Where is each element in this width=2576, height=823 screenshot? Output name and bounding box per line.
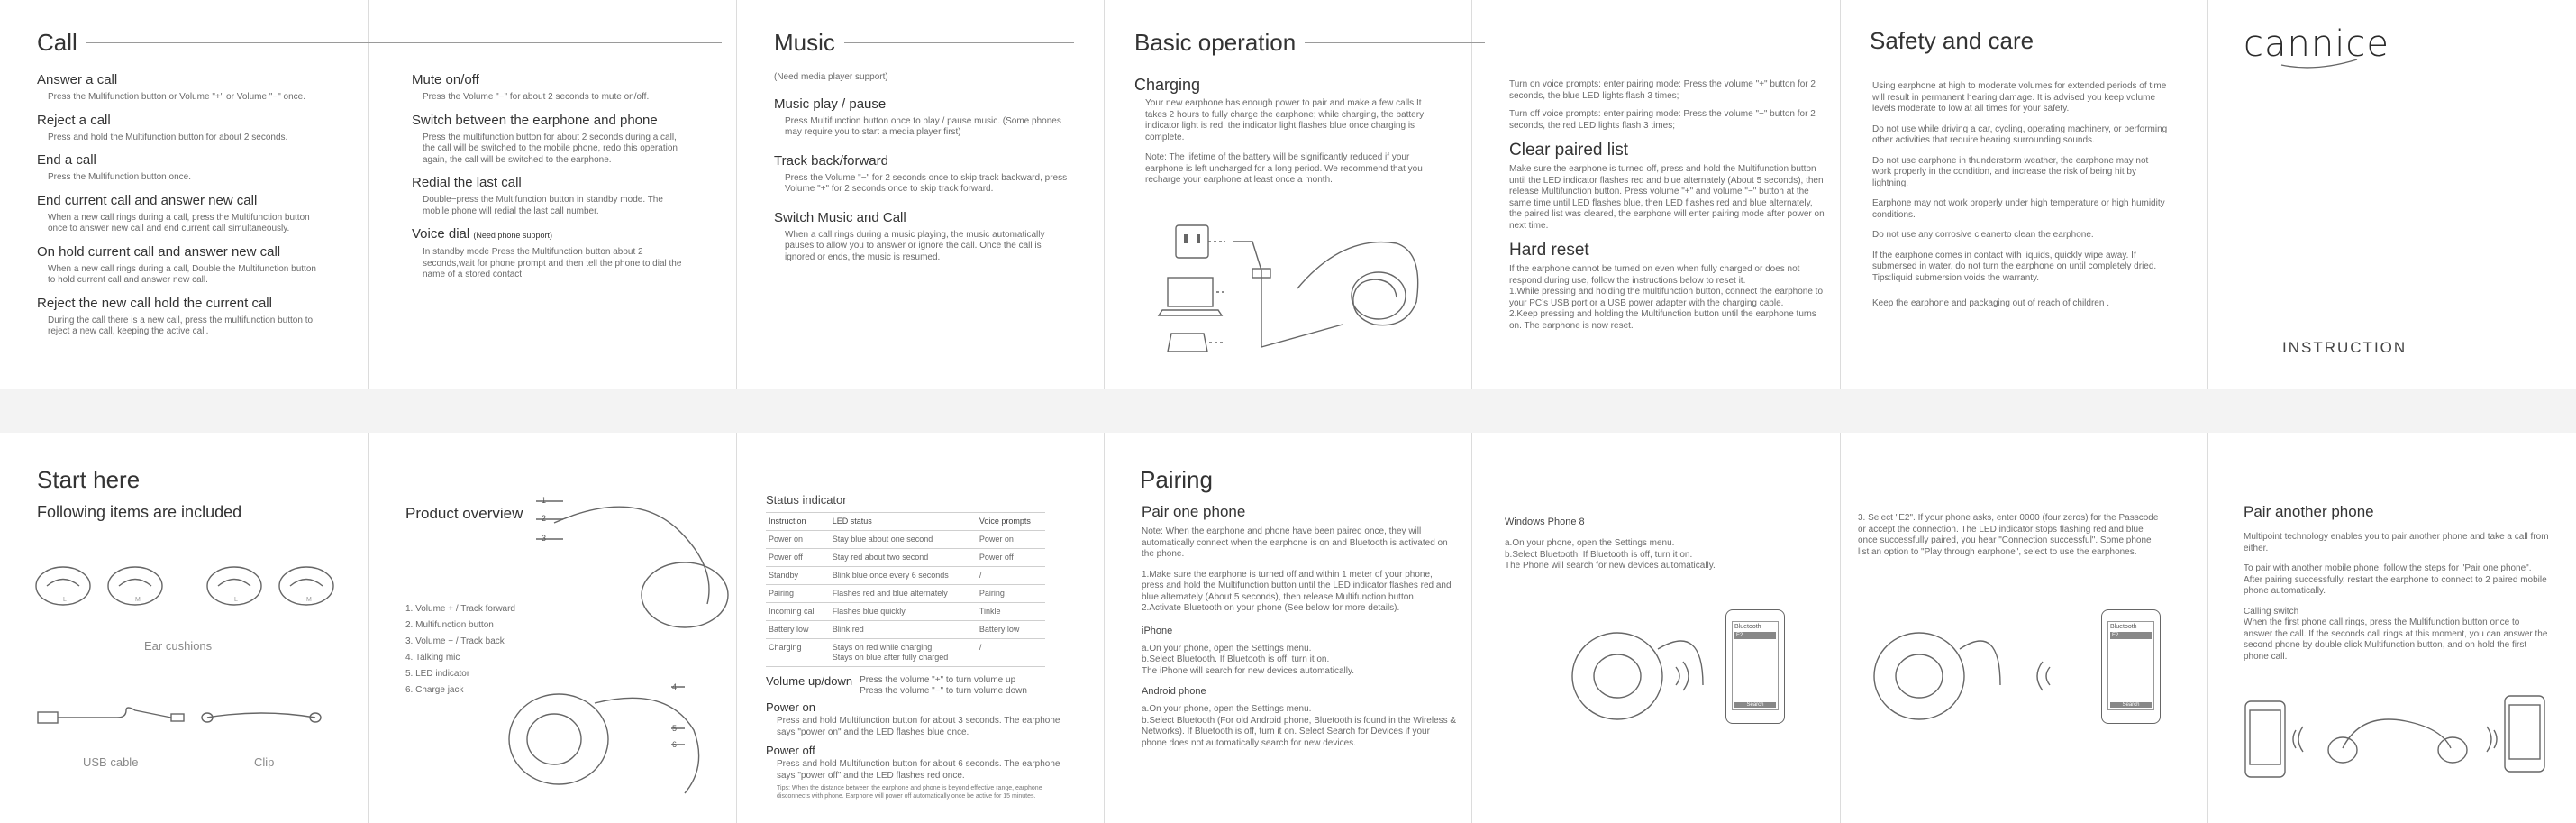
ear-cushions-illustration <box>34 563 341 608</box>
safety-item: Using earphone at high to moderate volumes for extended periods of time will result in permanent hearing damage. It is advised you keep volume levels moderate to low at all times for your safety. <box>1872 81 2167 114</box>
signal-icon <box>2293 727 2303 752</box>
panel-divider <box>1104 0 1105 389</box>
part-item: 6. Charge jack <box>405 685 464 695</box>
music-track: Track back/forward Press the Volume "−" for 2 seconds once to skip track backward, press Volume "+" for 2 seconds once to skip track forward. <box>774 152 1068 194</box>
basic-title: Basic operation <box>1134 29 1485 57</box>
panel-divider <box>1471 433 1472 823</box>
part-item: 4. Talking mic <box>405 653 460 663</box>
earphone-icon <box>1297 242 1418 325</box>
panel-divider <box>736 433 737 823</box>
panel-divider <box>2207 0 2208 389</box>
table-row: Pairing Flashes red and blue alternately Pairing <box>766 585 1045 603</box>
earphone-icon <box>1874 633 1964 719</box>
volume-section: Volume up/down Press the volume "+" to turn volume up Press the volume "−" to turn volume down <box>766 674 1027 696</box>
safety-item: If the earphone comes in contact with liquids, quickly wipe away. If submersed in water, do not turn the earphone on until completely dried. Tips:liquid submersion voids the warranty. <box>1872 250 2157 283</box>
pairing-section: Pair one phone Note: When the earphone and phone have been paired once, they will automatically connect when the earphone is on and Bluetooth is activated on the phone. 1.Make sure the earphone is turned off and within 1 meter of your phone, press and hold the Multifunction button until the LED indicator flashes red and blue alternately (About 5 seconds), then release Multifunction button. 2.Activate Bluetooth on your phone (See below for more details). iPhone a.On your phone, open the Settings menu. b.Select Bluetooth. If Bluetooth is off, turn it on. The iPhone will search for new devices automatically. Android phone a.On your phone, open the Settings menu. b.Select Bluetooth (For old Android phone, Bluetooth is found in the Wireless & Networks). If Bluetooth is off, turn it on. Select Search for Devices if your phone does not automatically search for new devices. <box>1142 503 1457 748</box>
start-sub: Following items are included <box>37 503 242 521</box>
part-item: 5. LED indicator <box>405 669 470 679</box>
step3-section: 3. Select "E2". If your phone asks, enter 0000 (four zeros) for the Passcode or accept the connection. The LED indicator stops flashing red and blue once successfully paired, you hear "Connection successful". Some phone list an option to "Play through earphone", select to use the earphones. <box>1858 513 2159 557</box>
another-section: Pair another phone Multipoint technology enables you to pair another phone and take a call from either. To pair with another mobile phone, follow the steps for "Pair one phone". After pairing successfully, restart the earphone to connect to 2 paired mobile phone automatically. Calling switch When the first phone call rings, press the Multifunction button once to answer the call. If the seconds call rings at this moment, you can answer the second phone by double click Multifunction button, and on hold the first phone call. <box>2244 503 2549 662</box>
panel-divider <box>1840 433 1841 823</box>
status-section: Status indicator Instruction LED status Voice prompts Power on Stay blue about one second Power on Power off Stay red about two second Power off Standby Blink blue once every 6 seconds / Pairing Flashes red and blue alternately Pairing Incoming call Flashes blue quickly Tinkle Battery low Blink red Battery low Charging Stays on red while charging Stays on blue after fully charged / Volume up/down Press the volume "+" to turn volume up Press the volume "−" to turn volume down Power on Press and hold Multifunction button for about 3 seconds. The earphone says "power on" and the LED flashes blue once. Power off Press and hold Multifunction button for about 6 seconds. The earphone says "power off" and the LED flashes red once. Tips: When the distance between the earphone and phone is beyond effective range, earphone disconnects with phone. Earphone will power off automatically once be active for 15 minutes. <box>766 493 1072 800</box>
overview-title: Product overview <box>405 505 523 522</box>
search-button[interactable]: Search <box>1734 702 1776 708</box>
step3-illustration <box>1865 613 2090 739</box>
part-item: 3. Volume − / Track back <box>405 636 505 646</box>
table-row: Standby Blink blue once every 6 seconds / <box>766 567 1045 585</box>
cushion-size: L <box>234 597 238 603</box>
table-header: Instruction LED status Voice prompts <box>766 513 1045 531</box>
panel-divider <box>1104 433 1105 823</box>
call-switch: Switch between the earphone and phone Press the multifunction button for about 2 seconds during a call, the call will be switched to the mobile phone, redo this operation again, the call will be switched to the earphone. <box>412 112 678 165</box>
safety-column <box>1872 79 2170 310</box>
call-mute: Mute on/off Press the Volume "−" for about 2 seconds to mute on/off. <box>412 72 650 102</box>
signal-icon <box>2037 662 2050 690</box>
call-hold-answer: On hold current call and answer new call When a new call rings during a call, Double the Multifunction button to hold current call and answer new call. <box>37 243 316 285</box>
part-item: 1. Volume + / Track forward <box>405 604 515 614</box>
brand-logo: cannice <box>2244 23 2389 65</box>
usb-cable-line <box>1233 242 1343 347</box>
safety-item: Earphone may not work properly under high temperature or high humidity conditions. <box>1872 198 2165 220</box>
callout-1: 1 <box>542 496 547 505</box>
pairing-title: Pairing <box>1140 466 1438 494</box>
status-title: Status indicator <box>766 493 847 507</box>
winphone-phone <box>1725 609 1785 724</box>
usb-plug-icon <box>38 712 58 723</box>
ear-cushions-label: Ear cushions <box>144 639 213 653</box>
laptop-icon <box>1168 278 1213 306</box>
phone-screen: Bluetooth E2 Search <box>2107 621 2154 710</box>
part-item: 2. Multifunction button <box>405 620 494 630</box>
callout-5: 5 <box>672 724 678 733</box>
panel-divider <box>736 0 737 389</box>
safety-item: Keep the earphone and packaging out of reach of children . <box>1872 298 2109 308</box>
panel-divider <box>1840 0 1841 389</box>
charging-section: Charging Your new earphone has enough power to pair and make a few calls.It takes 2 hours to fully charge the earphone; while charging, the battery indicator light is red, the indicator light flashes blue once charging is complete. Note: The lifetime of the battery will be significantly reduced if your earphone is left uncharged for a long period. We recommend that you recharge your earphone at least once a month. <box>1134 76 1425 185</box>
panel-divider <box>1471 0 1472 389</box>
safety-item: Do not use earphone in thunderstorm weather, the earphone may not work properly in the condition, and increase the risk of being hit by lightning. <box>1872 155 2149 188</box>
charging-illustration <box>1162 216 1442 370</box>
cushion-size: L <box>63 597 67 603</box>
safety-title: Safety and care <box>1870 27 2196 55</box>
start-title: Start here <box>37 466 649 494</box>
clip-icon <box>207 713 315 718</box>
table-row: Incoming call Flashes blue quickly Tinkle <box>766 603 1045 621</box>
cushion-size: M <box>135 597 141 603</box>
table-row: Power off Stay red about two second Power off <box>766 549 1045 567</box>
page-gap <box>0 389 2576 433</box>
winphone-section: Windows Phone 8 a.On your phone, open the Settings menu. b.Select Bluetooth. If Bluetooth is off, turn it on. The Phone will search for new devices automatically. <box>1505 517 1716 571</box>
call-end: End a call Press the Multifunction button once. <box>37 152 191 182</box>
table-row: Charging Stays on red while charging Stays on blue after fully charged / <box>766 639 1045 667</box>
table-row: Battery low Blink red Battery low <box>766 621 1045 639</box>
brand-swoosh <box>2280 58 2361 72</box>
safety-item: Do not use any corrosive cleanerto clean the earphone. <box>1872 230 2094 240</box>
safety-item: Do not use while driving a car, cycling, operating machinery, or performing other activities that require hearing surrounding sounds. <box>1872 123 2168 145</box>
accessories-illustration <box>36 703 333 730</box>
music-title: Music <box>774 29 1074 57</box>
callout-2: 2 <box>542 514 547 523</box>
call-reject: Reject a call Press and hold the Multifunction button for about 2 seconds. <box>37 112 288 142</box>
call-right-column <box>412 72 691 281</box>
panel-divider <box>368 0 369 389</box>
search-button[interactable]: Search <box>2110 702 2152 708</box>
music-play: Music play / pause Press Multifunction button once to play / pause music. (Some phones may require you to start a media player first) <box>774 96 1061 137</box>
callout-3: 3 <box>542 534 547 543</box>
earphone-front-illustration <box>505 667 730 802</box>
phone-icon <box>2505 696 2544 772</box>
usb-cable-label: USB cable <box>83 755 139 769</box>
parts-list <box>405 601 515 699</box>
wall-outlet-icon <box>1176 225 1208 258</box>
phone-icon <box>2245 701 2285 777</box>
instruction-label: INSTRUCTION <box>2282 339 2408 356</box>
callout-4: 4 <box>672 682 678 691</box>
prompts-section: Turn on voice prompts: enter pairing mode: Press the volume "+" button for 2 seconds, the blue LED lights flash 3 times; Turn off voice prompts: enter pairing mode: Press the volume "−" button for 2 seconds, the red LED lights flash 3 times; Clear paired list Make sure the earphone is turned off, press and hold the Multifunction button until the LED indicator flashes red and blue alternately (About 5 seconds), then release Multifunction button. Press volume "+" and volume "−" button at the same time until LED flashes blue, then LED flashes red and blue alternately, the paired list was cleared, the earphone will enter pairing mode after power on next time. Hard reset If the earphone cannot be turned on even when fully charged or does not respond during use, follow the instructions below to reset it. 1.While pressing and holding the multifunction button, connect the earphone to your PC’s USB port or a USB power adapter with the charging cable. 2.Keep pressing and holding the Multifunction button until the earphone turns on. The earphone is now reset. <box>1509 79 1825 331</box>
signal-icon <box>1676 662 1689 690</box>
cushion-size: M <box>306 597 312 603</box>
multipoint-illustration <box>2244 694 2559 784</box>
call-voice-dial: Voice dial (Need phone support) In standby mode Press the Multifunction button about 2 seconds,wait for phone prompt and then tell the phone to dial the name of a stored contact. <box>412 226 682 279</box>
earphone-side-illustration <box>527 496 734 631</box>
clip-label: Clip <box>254 755 275 769</box>
earphone-icon <box>1572 633 1662 719</box>
call-answer: Answer a call Press the Multifunction button or Volume "+" or Volume "−" once. <box>37 72 306 102</box>
phone-screen: Bluetooth E2 Search <box>1732 621 1779 710</box>
call-left-column <box>37 72 325 338</box>
music-column: (Need media player support) Music play / pause Press Multifunction button once to play / pause music. (Some phones may require you to start a media player first) Track back/forward Press the Volume "−" for 2 seconds once to skip track backward, press Volume "+" for 2 seconds once to skip track forward. Switch Music and Call When a call rings during a music playing, the music automatically pauses to allow you to answer or ignore the call. Once the call is ignored or ends, the music is resumed. <box>774 69 1071 263</box>
music-switch: Switch Music and Call When a call rings during a music playing, the music automatically pauses to allow you to answer or ignore the call. Once the call is ignored or ends, the music is resumed. <box>774 209 1045 262</box>
status-table <box>766 512 1045 667</box>
call-reject-new: Reject the new call hold the current call During the call there is a new call, press the multifunction button to reject a new call, keeping the active call. <box>37 295 314 336</box>
table-row: Power on Stay blue about one second Power on <box>766 531 1045 549</box>
call-redial: Redial the last call Double−press the Multifunction button in standby mode. The mobile phone will redial the last call number. <box>412 175 663 216</box>
car-charger-icon <box>1168 334 1207 352</box>
panel-divider <box>2207 433 2208 823</box>
earphone-icon <box>2343 719 2451 748</box>
signal-icon <box>2487 727 2497 752</box>
callout-6: 6 <box>672 740 678 749</box>
call-title: Call <box>37 29 722 57</box>
step3-phone <box>2101 609 2161 724</box>
call-end-answer: End current call and answer new call When a new call rings during a call, press the Multifunction button once to answer new call and end current call simultaneously. <box>37 192 310 233</box>
